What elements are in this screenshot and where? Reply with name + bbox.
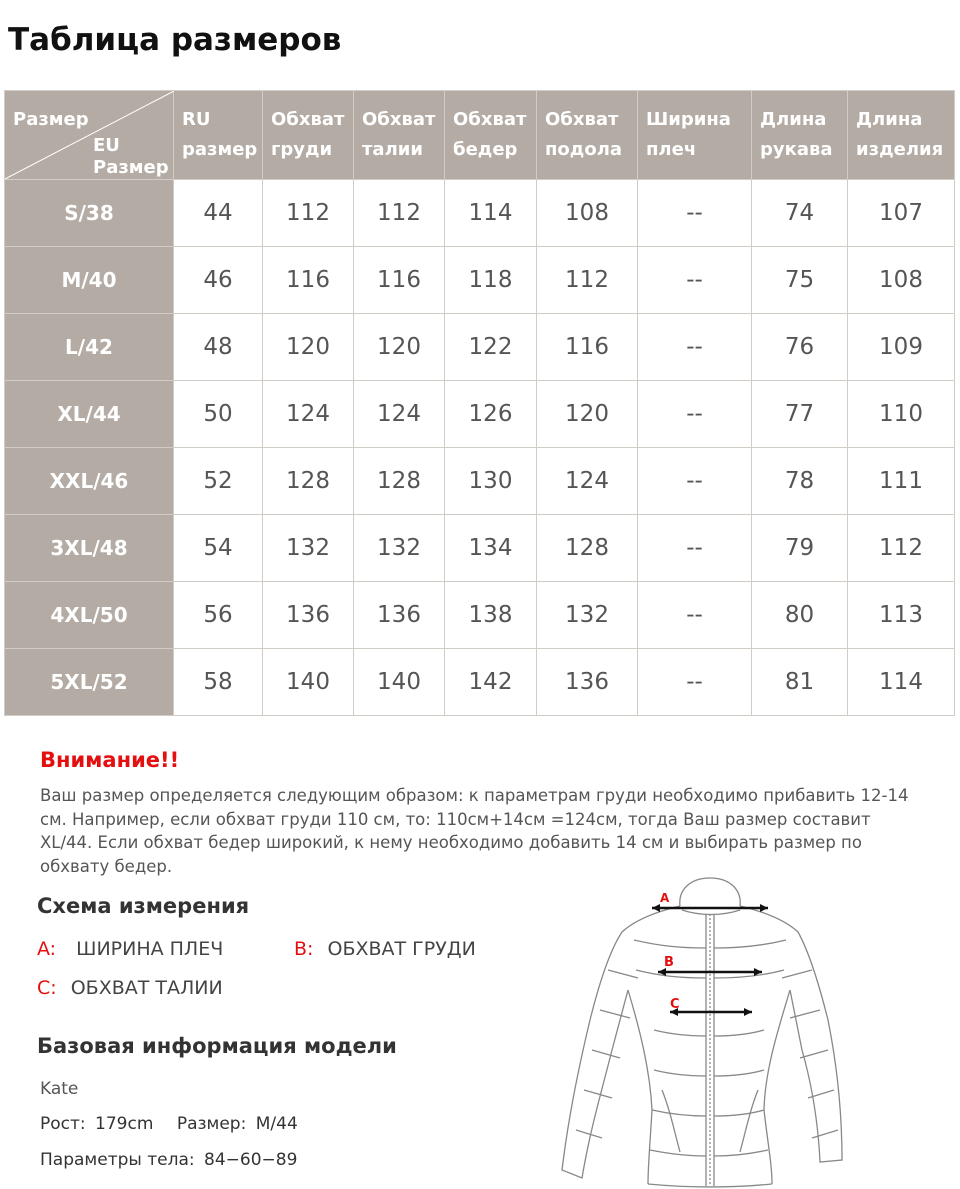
table-cell: 130: [445, 448, 537, 515]
table-cell: 108: [848, 247, 955, 314]
table-cell: 80: [752, 582, 848, 649]
params-value: 84−60−89: [204, 1150, 298, 1170]
table-cell: --: [638, 314, 752, 381]
table-cell: --: [638, 448, 752, 515]
size-table: [4, 90, 955, 716]
table-cell: 112: [354, 180, 445, 247]
size-cell: 4XL/50: [5, 582, 174, 649]
table-cell: 120: [354, 314, 445, 381]
params-label: Параметры тела:: [40, 1150, 195, 1170]
model-params: [40, 1150, 297, 1170]
table-cell: 48: [174, 314, 263, 381]
table-cell: 112: [848, 515, 955, 582]
table-row: [5, 649, 955, 716]
table-cell: --: [638, 381, 752, 448]
table-row: [5, 582, 955, 649]
size-cell: 5XL/52: [5, 649, 174, 716]
table-cell: 128: [537, 515, 638, 582]
table-cell: 116: [263, 247, 354, 314]
header-length: Длина изделия: [848, 91, 955, 180]
table-cell: 78: [752, 448, 848, 515]
table-cell: 126: [445, 381, 537, 448]
table-cell: 124: [537, 448, 638, 515]
table-cell: 124: [354, 381, 445, 448]
header-ru-size: RU размер: [174, 91, 263, 180]
table-row: [5, 448, 955, 515]
table-cell: 138: [445, 582, 537, 649]
table-cell: 132: [537, 582, 638, 649]
table-cell: 79: [752, 515, 848, 582]
marker-c: C: [670, 997, 680, 1012]
height-value: 179cm: [95, 1114, 154, 1134]
table-cell: 114: [848, 649, 955, 716]
table-cell: --: [638, 582, 752, 649]
table-cell: 134: [445, 515, 537, 582]
table-cell: 108: [537, 180, 638, 247]
table-cell: --: [638, 649, 752, 716]
table-cell: 107: [848, 180, 955, 247]
table-cell: 116: [537, 314, 638, 381]
table-cell: 76: [752, 314, 848, 381]
table-row: [5, 314, 955, 381]
scheme-title: Схема измерения: [37, 894, 250, 918]
legend-letter: A:: [37, 938, 57, 960]
table-row: [5, 247, 955, 314]
table-cell: 112: [263, 180, 354, 247]
jacket-diagram: [550, 870, 880, 1188]
table-cell: 112: [537, 247, 638, 314]
table-cell: 52: [174, 448, 263, 515]
size-cell: 3XL/48: [5, 515, 174, 582]
table-cell: --: [638, 515, 752, 582]
table-cell: 75: [752, 247, 848, 314]
arrow-icon: [760, 904, 768, 912]
table-cell: 120: [263, 314, 354, 381]
model-name: Kate: [40, 1079, 79, 1099]
table-cell: 116: [354, 247, 445, 314]
table-cell: 124: [263, 381, 354, 448]
jacket-outline: [562, 878, 842, 1187]
table-row: [5, 515, 955, 582]
table-cell: 54: [174, 515, 263, 582]
table-cell: 140: [354, 649, 445, 716]
table-cell: 122: [445, 314, 537, 381]
table-cell: 113: [848, 582, 955, 649]
table-cell: 140: [263, 649, 354, 716]
table-cell: 77: [752, 381, 848, 448]
size-cell: M/40: [5, 247, 174, 314]
arrow-icon: [744, 1008, 752, 1016]
table-corner-cell: [5, 91, 174, 180]
table-cell: 128: [354, 448, 445, 515]
table-row: [5, 180, 955, 247]
table-row: [5, 381, 955, 448]
legend-item-a: [37, 938, 223, 960]
header-sleeve: Длина рукава: [752, 91, 848, 180]
header-hips: Обхват бедер: [445, 91, 537, 180]
attention-heading: Внимание!!: [40, 748, 180, 772]
legend-letter: C:: [37, 977, 57, 999]
table-cell: 120: [537, 381, 638, 448]
table-cell: 114: [445, 180, 537, 247]
corner-label-bottom: Размер: [93, 157, 169, 178]
table-cell: 111: [848, 448, 955, 515]
size-cell: L/42: [5, 314, 174, 381]
legend-label: ОБХВАТ ТАЛИИ: [70, 977, 223, 999]
table-cell: --: [638, 247, 752, 314]
table-cell: 128: [263, 448, 354, 515]
table-cell: 136: [354, 582, 445, 649]
header-waist: Обхват талии: [354, 91, 445, 180]
table-cell: 74: [752, 180, 848, 247]
table-cell: 50: [174, 381, 263, 448]
header-hem: Обхват подола: [537, 91, 638, 180]
table-cell: 142: [445, 649, 537, 716]
table-cell: 58: [174, 649, 263, 716]
arrow-icon: [652, 904, 660, 912]
table-cell: 110: [848, 381, 955, 448]
table-cell: 56: [174, 582, 263, 649]
table-header-row: [5, 91, 955, 180]
table-cell: 81: [752, 649, 848, 716]
table-cell: 136: [263, 582, 354, 649]
legend-item-b: [294, 938, 476, 960]
size-cell: XL/44: [5, 381, 174, 448]
marker-b: B: [664, 955, 674, 970]
table-cell: --: [638, 180, 752, 247]
table-cell: 132: [263, 515, 354, 582]
table-cell: 46: [174, 247, 263, 314]
corner-label-top: Размер: [13, 109, 89, 130]
model-height-size: [40, 1114, 298, 1134]
header-shoulder: Ширина плеч: [638, 91, 752, 180]
size-cell: S/38: [5, 180, 174, 247]
table-cell: 44: [174, 180, 263, 247]
header-chest: Обхват груди: [263, 91, 354, 180]
corner-label-eu: EU: [93, 135, 120, 156]
table-cell: 118: [445, 247, 537, 314]
model-title: Базовая информация модели: [37, 1034, 397, 1058]
legend-label: ШИРИНА ПЛЕЧ: [76, 938, 224, 960]
size-label: Размер:: [176, 1114, 247, 1134]
legend-label: ОБХВАТ ГРУДИ: [327, 938, 476, 960]
page-title: Таблица размеров: [8, 22, 342, 58]
table-cell: 136: [537, 649, 638, 716]
table-cell: 109: [848, 314, 955, 381]
size-value: M/44: [255, 1114, 298, 1134]
size-cell: XXL/46: [5, 448, 174, 515]
marker-a: A: [660, 891, 670, 905]
attention-text: Ваш размер определяется следующим образом: к параметрам груди необходимо прибавить 12-14 см. Например, если обхват груди 110 см, то: 110см+14см =124см, тогда Ваш размер составит XL/44. Если обхват бедер широкий, к нему необходимо добавить 14 см и выбирать размер по обхвату бедер.: [40, 786, 909, 876]
table-cell: 132: [354, 515, 445, 582]
legend-letter: B:: [294, 938, 314, 960]
legend-item-c: [37, 977, 223, 999]
height-label: Рост:: [40, 1114, 86, 1134]
